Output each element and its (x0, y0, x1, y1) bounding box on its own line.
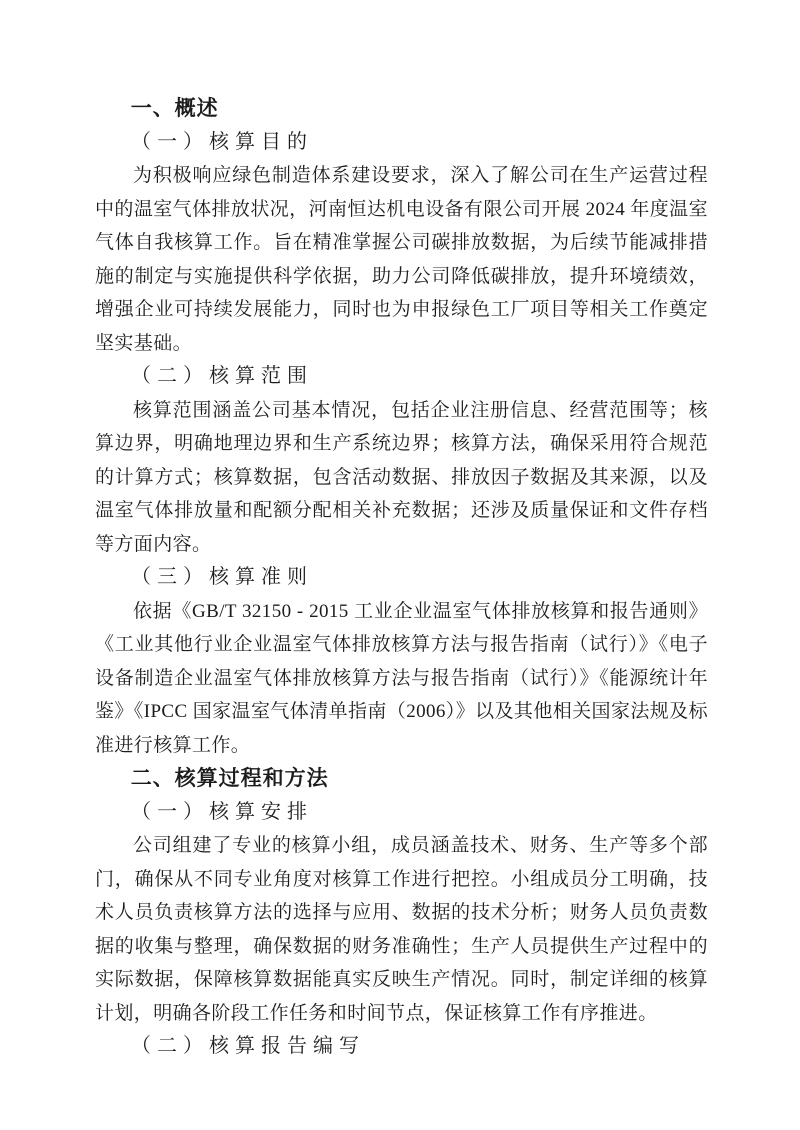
subsection-heading-accounting-arrangement: （一）核算安排 (131, 800, 313, 823)
paragraph-accounting-criteria: 依据《GB/T 32150 - 2015 工业企业温室气体排放核算和报告通则》《工业其他行业企业温室气体排放核算方法与报告指南（试行）》《电子设备制造企业温室气体排放核算方法与报告指南（试行）》《能源统计年鉴》《IPCC 国家温室气体清单指南（2006）》以及其他相关国家法规及标准进行核算工作。 (95, 600, 708, 756)
paragraph-accounting-scope: 核算范围涵盖公司基本情况，包括企业注册信息、经营范围等；核算边界，明确地理边界和生产系统边界；核算方法，确保采用符合规范的计算方式；核算数据，包含活动数据、排放因子数据及其来源，以及温室气体排放量和配额分配相关补充数据；还涉及质量保证和文件存档等方面内容。 (95, 399, 708, 555)
section-heading-overview: 一、概述 (130, 97, 219, 120)
subsection-heading-accounting-purpose: （一）核算目的 (131, 130, 313, 153)
paragraph-accounting-purpose: 为积极响应绿色制造体系建设要求，深入了解公司在生产运营过程中的温室气体排放状况，河南恒达机电设备有限公司开展 2024 年度温室气体自我核算工作。旨在精准掌握公司碳排放数据，为后续节能减排措施的制定与实施提供科学依据，助力公司降低碳排放，提升环境绩效，增强企业可持续发展能力，同时也为申报绿色工厂项目等相关工作奠定坚实基础。 (95, 165, 708, 354)
subsection-heading-accounting-scope: （二）核算范围 (131, 365, 313, 387)
paragraph-accounting-arrangement: 公司组建了专业的核算小组，成员涵盖技术、财务、生产等多个部门，确保从不同专业角度对核算工作进行把控。小组成员分工明确，技术人员负责核算方法的选择与应用、数据的技术分析；财务人员负责数据的收集与整理，确保数据的财务准确性；生产人员提供生产过程中的实际数据，保障核算数据能真实反映生产情况。同时，制定详细的核算计划，明确各阶段工作任务和时间节点，保证核算工作有序推进。 (95, 835, 708, 1024)
document-content (95, 92, 708, 1064)
section-heading-process-and-method: 二、核算过程和方法 (130, 767, 329, 790)
subsection-heading-accounting-criteria: （三）核算准则 (131, 566, 313, 588)
subsection-heading-report-writing: （二）核算报告编写 (131, 1035, 365, 1057)
